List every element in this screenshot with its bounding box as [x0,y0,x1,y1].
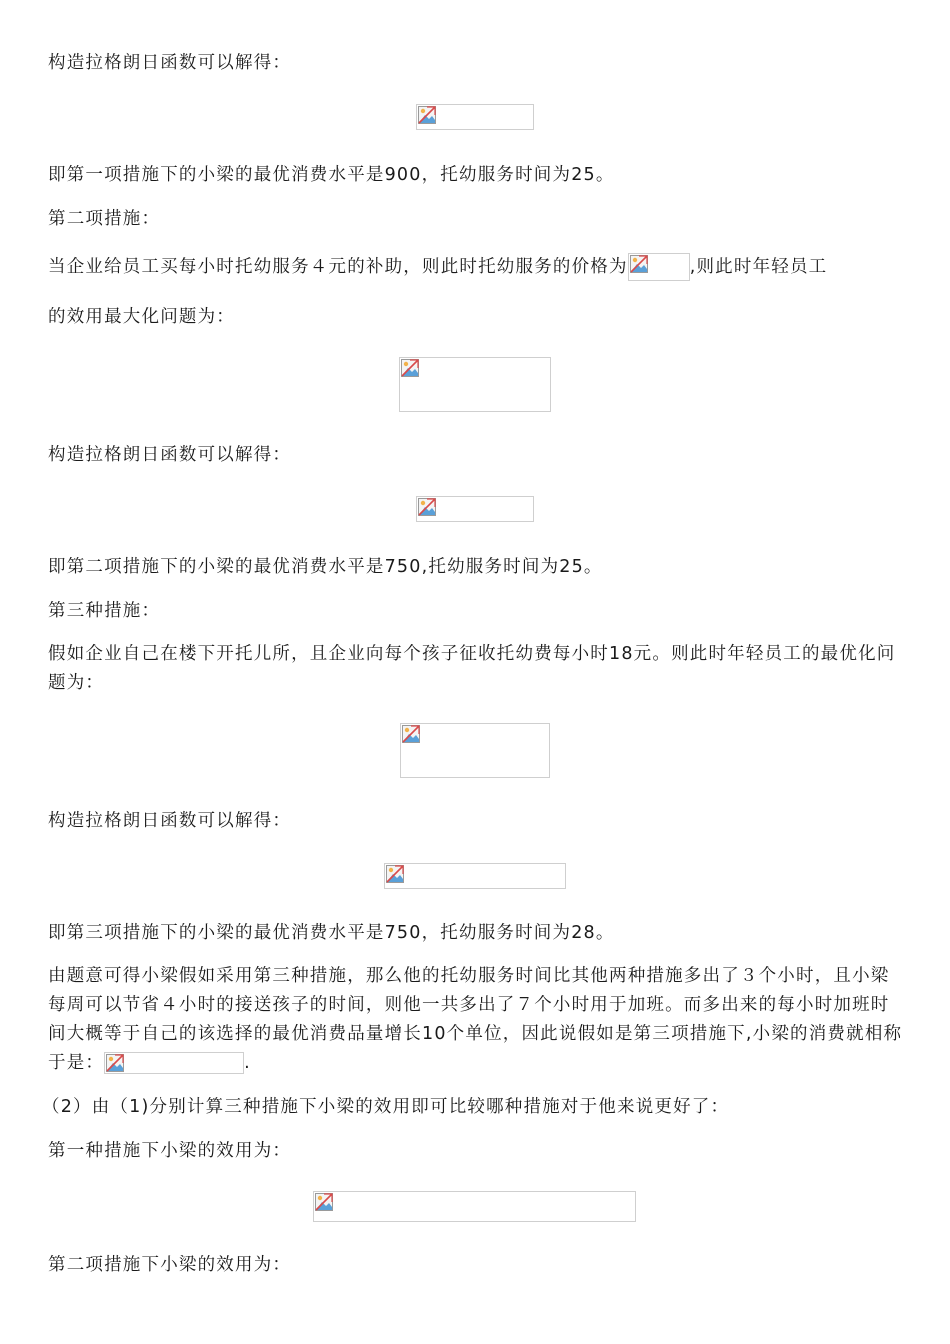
formula-image-inline-consumption [104,1052,244,1074]
broken-image-icon [630,255,648,273]
paragraph-utility-2-label: 第二项措施下小梁的效用为： [48,1255,292,1275]
paragraph-result-1: 即第一项措施下的小梁的最优消费水平是900，托幼服务时间为25。 [48,165,615,185]
broken-image-icon [402,725,420,743]
broken-image-icon [106,1054,124,1072]
broken-image-icon [418,106,436,124]
formula-image-4 [400,723,550,778]
formula-image-1 [416,104,534,130]
paragraph-utility-problem-2: 的效用最大化问题为： [48,307,235,327]
broken-image-icon [401,359,419,377]
paragraph-utility-1-label: 第一种措施下小梁的效用为： [48,1141,292,1161]
formula-image-5 [384,863,566,889]
paragraph-lagrange-1: 构造拉格朗日函数可以解得： [48,53,292,73]
paragraph-comparison-text: 由题意可得小梁假如采用第三种措施，那么他的托幼服务时间比其他两种措施多出了３个小时，且小梁每周可以节省４小时的接送孩子的时间，则他一共多出了７个小时用于加班。而多出来的每小时加班时间大概等于自己的该选择的最优消费品量增长10个单位，因此说假如是第三项措施下,小梁的消费就相称于是： [48,966,903,1073]
broken-image-icon [315,1193,333,1211]
paragraph-result-2: 即第二项措施下的小梁的最优消费水平是750,托幼服务时间为25。 [48,557,603,577]
paragraph-measure-3-heading: 第三种措施： [48,601,161,621]
paragraph-lagrange-2: 构造拉格朗日函数可以解得： [48,445,292,465]
broken-image-icon [386,865,404,883]
paragraph-lagrange-3: 构造拉格朗日函数可以解得： [48,811,292,831]
paragraph-comparison-end: . [244,1053,251,1073]
formula-image-2 [399,357,551,412]
paragraph-measure-2-heading: 第二项措施： [48,209,161,229]
formula-image-6 [313,1191,636,1222]
paragraph-comparison [48,962,908,1078]
paragraph-result-3: 即第三项措施下的小梁的最优消费水平是750，托幼服务时间为28。 [48,923,615,943]
formula-image-3 [416,496,534,522]
broken-image-icon [418,498,436,516]
paragraph-measure-3-desc: 假如企业自己在楼下开托儿所，且企业向每个孩子征收托幼费每小时18元。则此时年轻员工的最优化问题为： [48,644,896,693]
formula-image-inline-price [628,253,690,281]
paragraph-measure-2-desc [48,252,908,282]
paragraph-part-2: （2）由（1)分别计算三种措施下小梁的效用即可比较哪种措施对于他来说更好了： [42,1097,730,1117]
paragraph-measure-2-text-a: 当企业给员工买每小时托幼服务４元的补助，则此时托幼服务的价格为 [48,257,628,277]
paragraph-measure-2-text-b: ,则此时年轻员工 [689,257,828,277]
